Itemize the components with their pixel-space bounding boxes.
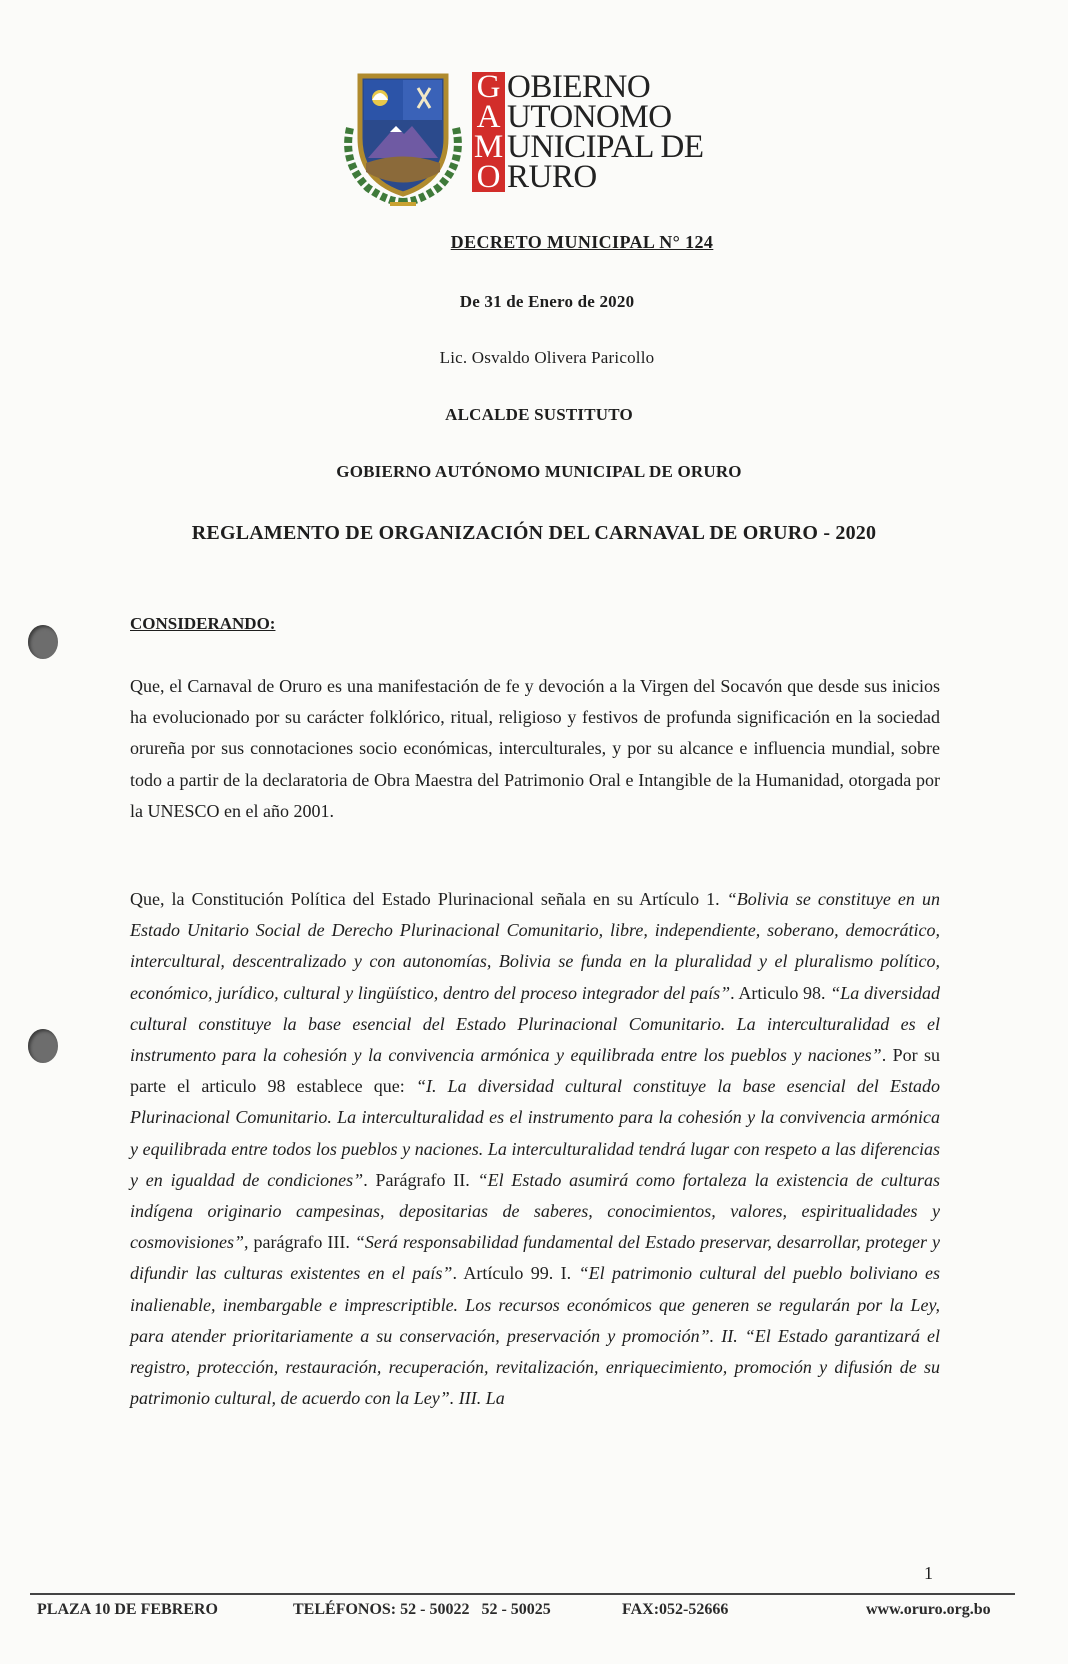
mayor-role: ALCALDE SUSTITUTO (445, 405, 633, 424)
footer-website: www.oruro.org.bo (866, 1601, 991, 1618)
punch-hole (28, 625, 58, 659)
paragraph-text: . Articulo 98. (730, 982, 831, 1003)
decree-number: DECRETO MUNICIPAL N° 124 (450, 232, 714, 252)
footer-address: PLAZA 10 DE FEBRERO (37, 1601, 218, 1618)
gamo-logo (338, 68, 703, 206)
considerando-heading: CONSIDERANDO: (130, 614, 276, 633)
regulation-title (0, 516, 1068, 550)
paragraph-text: . Artículo 99. I. (452, 1263, 579, 1284)
footer-phones: TELÉFONOS: 52 - 50022 52 - 50025 (293, 1601, 551, 1618)
government-name: GOBIERNO AUTÓNOMO MUNICIPAL DE ORURO (336, 462, 742, 481)
quoted-text: “I. La diversidad cultural constituye la base esencial del Estado Plurinacional Comunitario. La interculturalidad es el instrumento para la cohesión y la convivencia armónica y equilibrada entre todos los pueblos y naciones. La interculturalidad tendrá lugar con respeto a las diferencias y en igualdad de condiciones” (130, 1076, 940, 1190)
logo-words (507, 69, 704, 195)
paragraph-1: Que, el Carnaval de Oruro es una manifestación de fe y devoción a la Virgen del Socavón que desde sus inicios ha evolucionado por su carácter folklórico, ritual, religioso y festivos de profunda significación en la sociedad orureña por sus connotaciones socio económicas, interculturales, y por su alcance e influencia mundial, sobre todo a partir de la declaratoria de Obra Maestra del Patrimonio Oral e Intangible de la Humanidad, otorgada por la UNESCO en el año 2001. (130, 676, 940, 821)
coat-of-arms-icon (338, 68, 468, 206)
punch-hole (28, 1029, 58, 1063)
logo-word: UTONOMO (507, 99, 672, 135)
paragraph-text: . Por su parte el articulo 98 establece que: (130, 1045, 940, 1097)
regulation-title-text: REGLAMENTO DE ORGANIZACIÓN DEL CARNAVAL DE ORURO - 2020 (191, 522, 877, 544)
logo-letter: M (473, 129, 504, 165)
paragraph-text: Que, la Constitución Política del Estado Plurinacional señala en su Artículo 1. (130, 889, 727, 909)
decree-date: De 31 de Enero de 2020 (459, 292, 635, 311)
mayor-name: Lic. Osvaldo Olivera Paricollo (439, 348, 655, 367)
page-number: 1 (924, 1563, 933, 1583)
logo-word: RURO (507, 159, 597, 195)
logo-letter: O (476, 159, 501, 195)
footer-divider (30, 1593, 1015, 1595)
quoted-text: “Bolivia se constituye en un Estado Unitario Social de Derecho Plurinacional Comunitario, libre, independiente, soberano, democrático, intercultural, descentralizado y con autonomías, Bolivia se funda en la pluralidad y el pluralismo político, económico, jurídico, cultural y lingüístico, dentro del proceso integrador del país” (130, 889, 940, 1003)
paragraph-text: , parágrafo III. (244, 1232, 355, 1253)
logo-word: UNICIPAL DE (507, 129, 704, 165)
logo-letter: A (476, 99, 501, 135)
quoted-text: “El patrimonio cultural del pueblo boliviano es inalienable, inembargable e imprescriptible. Los recursos económicos que generen se regularán por la Ley, para atender prioritariamente a su conservación, preservación y promoción”. II. “El Estado garantizará el registro, protección, restauración, recuperación, revitalización, enriquecimiento, promoción y difusión de su patrimonio cultural, de acuerdo con la Ley”. III. La (130, 1263, 940, 1409)
footer-fax: FAX:052-52666 (622, 1601, 729, 1618)
quoted-text: “La diversidad cultural constituye la base esencial del Estado Plurinacional Comunitario. La interculturalidad es el instrumento para la cohesión y la convivencia armónica y equilibrada entre los pueblos y naciones” (130, 982, 940, 1066)
quoted-text: “El Estado asumirá como fortaleza la existencia de culturas indígena originario campesinas, depositarias de saberes, conocimientos, valores, espiritualidades y cosmovisiones” (130, 1169, 940, 1253)
logo-letter: G (476, 69, 501, 105)
logo-word: OBIERNO (507, 69, 651, 105)
logo-red-letter-bar (472, 69, 505, 195)
paragraph-text: . Parágrafo II. (363, 1169, 478, 1190)
quoted-text: “Será responsabilidad fundamental del Estado preservar, desarrollar, proteger y difundir las culturas existentes en el país” (130, 1232, 941, 1284)
paragraph-2 (130, 884, 940, 1414)
